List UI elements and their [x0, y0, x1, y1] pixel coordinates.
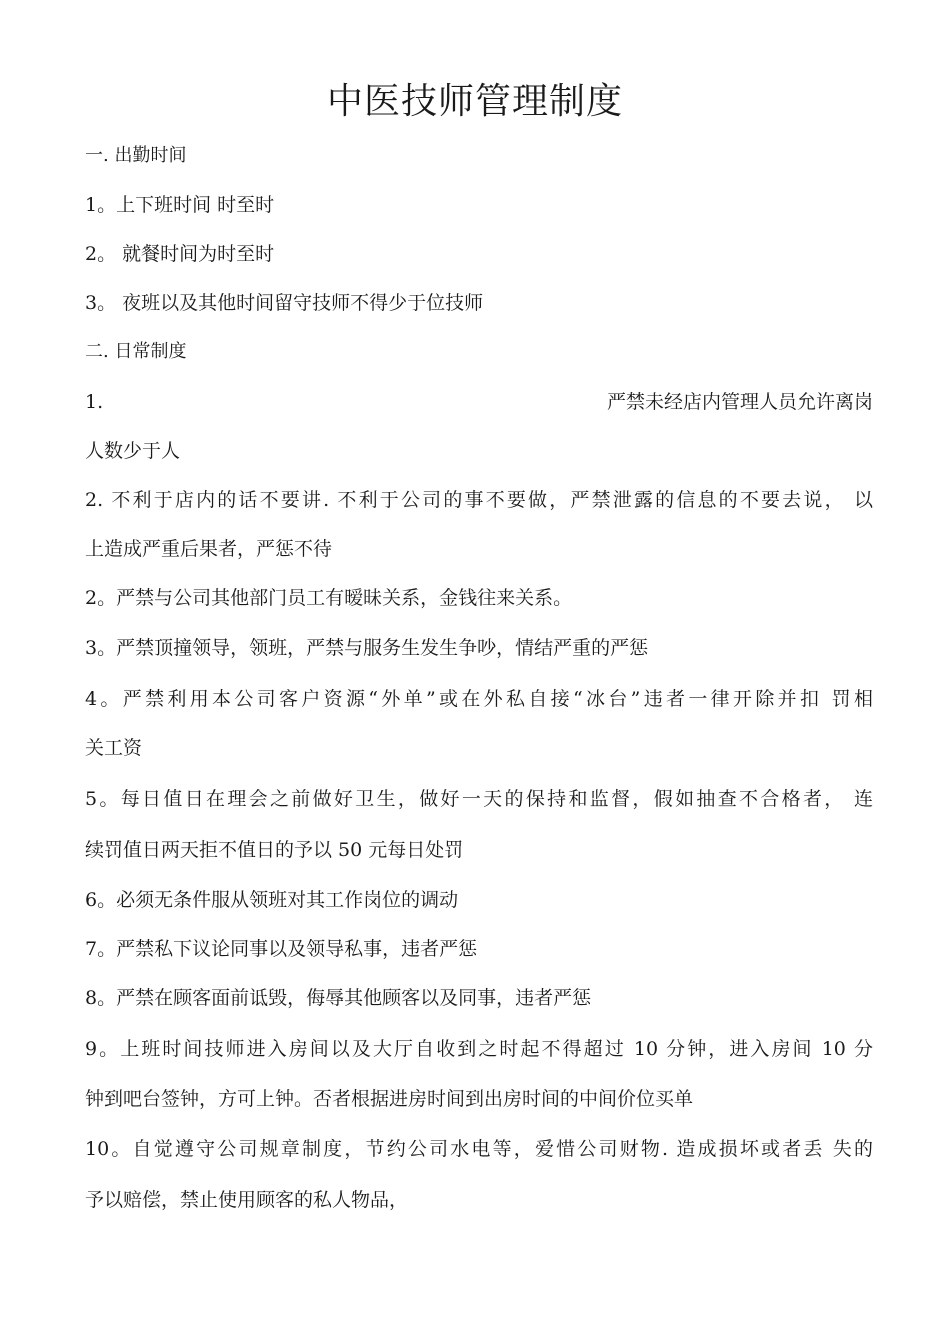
- paragraph-line: 3。严禁顶撞领导，领班，严禁与服务生发生争吵，情结严重的严惩: [85, 637, 649, 659]
- paragraph-line: 7。严禁私下议论同事以及领导私事，违者严惩: [85, 938, 478, 960]
- paragraph-line: 钟到吧台签钟，方可上钟。否者根据进房时间到出房时间的中间价位买单: [85, 1088, 694, 1110]
- document-title: 中医技师管理制度: [326, 81, 623, 122]
- paragraph-line: 9。上班时间技师进入房间以及大厅自收到之时起不得超过 10 分钟，进入房间 10 分: [85, 1038, 873, 1060]
- paragraph-line: 8。严禁在顾客面前诋毁，侮辱其他顾客以及同事，违者严惩: [85, 987, 592, 1009]
- paragraph-line: 2。严禁与公司其他部门员工有暧昧关系，金钱往来关系。: [85, 587, 573, 609]
- paragraph-line: 2。 就餐时间为时至时: [85, 243, 275, 265]
- paragraph-line: 人数少于人: [85, 440, 181, 462]
- paragraph-line: 1。上下班时间 时至时: [85, 194, 275, 216]
- paragraph-line: 6。必须无条件服从领班对其工作岗位的调动: [85, 889, 459, 911]
- paragraph-line: 3。 夜班以及其他时间留守技师不得少于位技师: [85, 292, 484, 314]
- paragraph-line: 关工资: [85, 737, 143, 759]
- section-heading-attendance: 一. 出勤时间: [85, 145, 187, 166]
- paragraph-line: 上造成严重后果者，严惩不待: [85, 538, 333, 560]
- item-number: 1.: [85, 391, 104, 413]
- paragraph-line: 予以赔偿，禁止使用顾客的私人物品，: [85, 1189, 409, 1211]
- paragraph-line: 4。严禁利用本公司客户资源“外单”或在外私自接“冰台”违者一律开除并扣 罚相: [85, 688, 873, 710]
- paragraph-line-split: [85, 387, 873, 417]
- section-heading-daily-rules: 二. 日常制度: [85, 341, 187, 362]
- item-text: 严禁未经店内管理人员允许离岗: [606, 391, 873, 413]
- paragraph-line: 续罚值日两天拒不值日的予以 50 元每日处罚: [85, 839, 464, 861]
- paragraph-line: 10。自觉遵守公司规章制度，节约公司水电等，爱惜公司财物. 造成损坏或者丢 失的: [85, 1138, 873, 1160]
- paragraph-line: 2. 不利于店内的话不要讲. 不利于公司的事不要做，严禁泄露的信息的不要去说， 以: [85, 489, 873, 511]
- paragraph-line: 5。每日值日在理会之前做好卫生，做好一天的保持和监督，假如抽查不合格者， 连: [85, 788, 873, 810]
